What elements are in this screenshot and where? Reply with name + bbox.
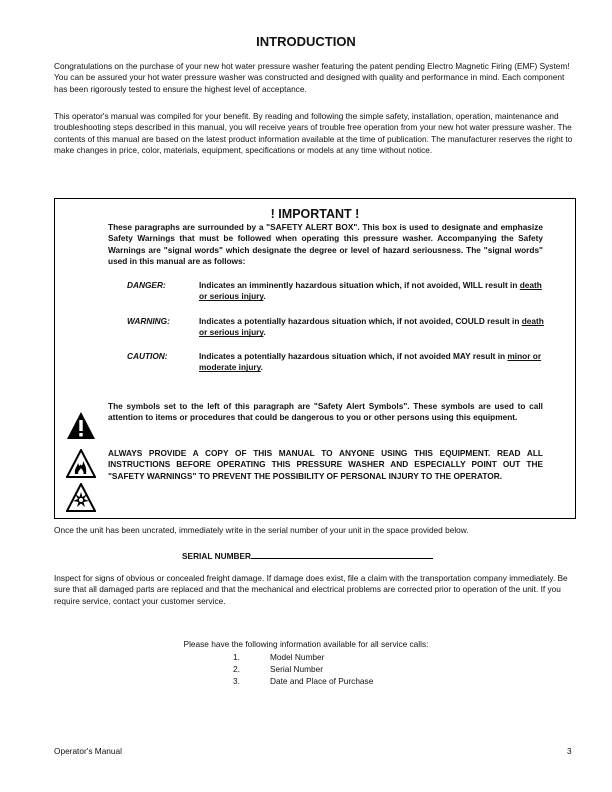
service-intro: Please have the following information available for all service calls: [183, 639, 429, 649]
explosion-hazard-icon [66, 483, 96, 513]
inspect-paragraph: Inspect for signs of obvious or concealed freight damage. If damage does exist, file a claim with the transportation company immediately. Be sure that all damaged parts are replaced and that the mechanical and electrical problems are corrected prior to operation of the unit. If you require service, contact your customer service. [54, 573, 568, 606]
list-item-text: Serial Number [270, 664, 324, 674]
list-item-number: 2. [233, 664, 240, 674]
safety-symbols-paragraph: The symbols set to the left of this paragraph are "Safety Alert Symbols". These symbols are used to call attention to items or procedures that could be dangerous to you or other persons using this equipment. [108, 401, 543, 423]
important-intro: These paragraphs are surrounded by a "SAFETY ALERT BOX". This box is used to designate and emphasize Safety Warnings that must be followed when operating this pressure washer. Accompanying the Safety Warnings are "signal words" which designate the degree or level of hazard seriousness. The "signal words" used in this manual are as follows: [108, 222, 543, 266]
list-item-number: 3. [233, 676, 240, 686]
page-title: INTRODUCTION [256, 34, 356, 49]
serial-number-field [182, 549, 433, 562]
list-item-number: 1. [233, 652, 240, 662]
signal-word: CAUTION: [127, 351, 168, 361]
signal-caution [127, 351, 547, 374]
signal-description: Indicates a potentially hazardous situation which, if not avoided MAY result in minor or moderate injury. [199, 351, 542, 373]
signal-warning [127, 316, 547, 339]
list-item-text: Date and Place of Purchase [270, 676, 374, 686]
intro-paragraph-1: Congratulations on the purchase of your new hot water pressure washer featuring the patent pending Electro Magnetic Firing (EMF) System! You can be assured your hot water pressure washer was constructed and designed with quality and performance in mind. Each component has been rigorously tested to ensure the highest level of acceptance. [54, 61, 570, 94]
serial-number-label: SERIAL NUMBER [182, 551, 251, 561]
signal-word: WARNING: [127, 316, 170, 326]
list-item-text: Model Number [270, 652, 325, 662]
warning-triangle-icon [66, 411, 96, 441]
intro-paragraph-2: This operator's manual was compiled for your benefit. By reading and following the simple safety, installation, operation, maintenance and troubleshooting steps described in this manual, you will receive years of trouble free operation from your new hot water pressure washer. The contents of this manual are based on the latest product information available at the time of publication. The manufacturer reserves the right to make changes in price, color, materials, equipment, specifications or models at any time without notice. [54, 111, 573, 155]
important-heading: ! IMPORTANT ! [270, 207, 360, 221]
safety-alert-box [54, 198, 576, 519]
signal-word: DANGER: [127, 280, 166, 290]
signal-description: Indicates a potentially hazardous situation which, if not avoided, COULD result in death or serious injury. [199, 316, 544, 338]
fire-hazard-icon [66, 449, 96, 479]
footer-manual-title: Operator's Manual [54, 746, 122, 756]
signal-danger [127, 280, 547, 303]
signal-description: Indicates an imminently hazardous situation which, if not avoided, WILL result in death or serious injury. [199, 280, 542, 302]
page-number: 3 [567, 746, 572, 756]
uncrate-paragraph: Once the unit has been uncrated, immediately write in the serial number of your unit in the space provided below. [54, 525, 469, 535]
always-provide-paragraph: ALWAYS PROVIDE A COPY OF THIS MANUAL TO ANYONE USING THIS EQUIPMENT. READ ALL INSTRUCTIONS BEFORE OPERATING THIS PRESSURE WASHER AND ESPECIALLY POINT OUT THE "SAFETY WARNINGS" TO PREVENT THE POSSIBILITY OF PERSONAL INJURY TO THE OPERATOR. [108, 448, 543, 481]
serial-number-blank [251, 549, 433, 559]
